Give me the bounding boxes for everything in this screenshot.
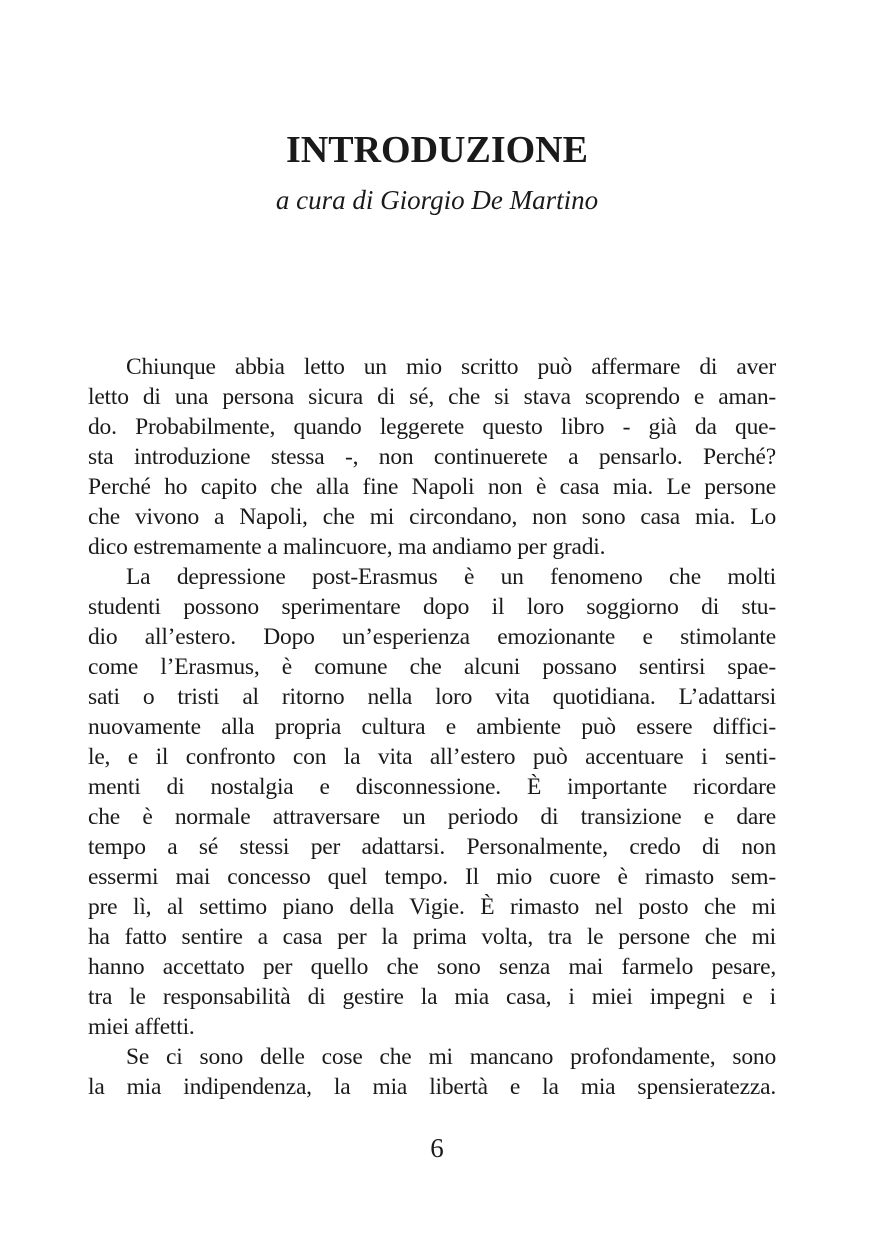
text-line: che è normale attraversare un periodo di transizione e dare [88, 804, 776, 830]
text-line: Perché ho capito che alla fine Napoli non è casa mia. Le persone [88, 474, 776, 500]
text-line: la mia indipendenza, la mia libertà e la mia spensieratezza. [88, 1074, 776, 1100]
text-line: Se ci sono delle cose che mi mancano profondamente, sono [126, 1044, 776, 1070]
page-header [0, 128, 874, 216]
text-line: sta introduzione stessa -, non continuerete a pensarlo. Perché? [88, 444, 776, 470]
text-line: Chiunque abbia letto un mio scritto può affermare di aver [126, 354, 776, 380]
text-line: dio all’estero. Dopo un’esperienza emozionante e stimolante [88, 624, 776, 650]
text-line: dico estremamente a malincuore, ma andiamo per gradi. [88, 534, 606, 560]
paragraph [88, 352, 776, 562]
text-line: tempo a sé stessi per adattarsi. Personalmente, credo di non [88, 834, 776, 860]
text-line: miei affetti. [88, 1014, 195, 1040]
body-text [88, 352, 776, 1102]
text-line: pre lì, al settimo piano della Vigie. È rimasto nel posto che mi [88, 894, 776, 920]
text-line: sati o tristi al ritorno nella loro vita quotidiana. L’adattarsi [88, 684, 776, 710]
page-title: INTRODUZIONE [286, 129, 588, 171]
text-line: studenti possono sperimentare dopo il loro soggiorno di stu- [88, 594, 776, 620]
text-line: essermi mai concesso quel tempo. Il mio cuore è rimasto sem- [88, 864, 776, 890]
text-line: menti di nostalgia e disconnessione. È importante ricordare [88, 774, 776, 800]
text-line: La depressione post-Erasmus è un fenomeno che molti [126, 564, 776, 590]
paragraph [88, 562, 776, 1042]
paragraph [88, 1042, 776, 1102]
text-line: letto di una persona sicura di sé, che si stava scoprendo e aman- [88, 384, 776, 410]
text-line: tra le responsabilità di gestire la mia casa, i miei impegni e i [88, 984, 776, 1010]
text-line: che vivono a Napoli, che mi circondano, non sono casa mia. Lo [88, 504, 776, 530]
text-line: come l’Erasmus, è comune che alcuni possano sentirsi spae- [88, 654, 776, 680]
text-line: le, e il confronto con la vita all’estero può accentuare i senti- [88, 744, 776, 770]
text-line: hanno accettato per quello che sono senza mai farmelo pesare, [88, 954, 776, 980]
text-line: ha fatto sentire a casa per la prima volta, tra le persone che mi [88, 924, 776, 950]
text-line: nuovamente alla propria cultura e ambiente può essere diffici- [88, 714, 776, 740]
page-number: 6 [430, 1133, 444, 1163]
text-line: do. Probabilmente, quando leggerete questo libro - già da que- [88, 414, 776, 440]
page-subtitle: a cura di Giorgio De Martino [275, 185, 599, 215]
